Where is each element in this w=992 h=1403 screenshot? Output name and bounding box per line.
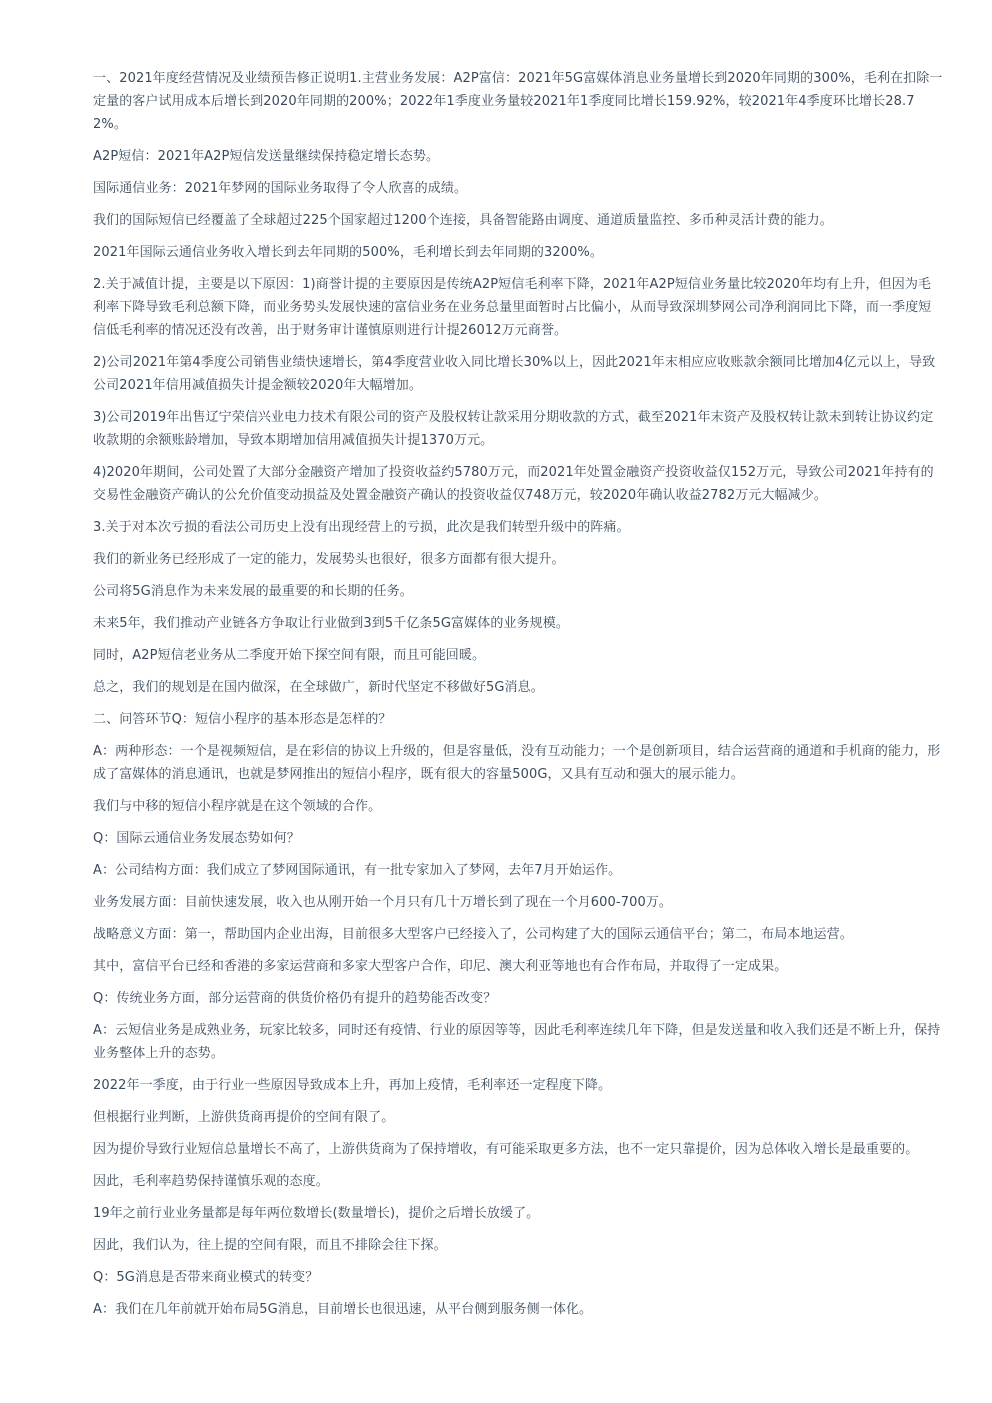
paragraph: Q：传统业务方面，部分运营商的供货价格仍有提升的趋势能否改变？ (93, 991, 497, 1006)
paragraph: 4)2020年期间，公司处置了大部分金融资产增加了投资收益约5780万元，而2021年处置金融资产投资收益仅152万元，导致公司2021年持有的交易性金融资产确认的公允价值变动损益及处置金融资产确认的投资收益仅748万元，较2020年确认收益2782万元大幅减少。 (93, 465, 934, 503)
paragraph: 因此，我们认为，往上提的空间有限，而且不排除会往下探。 (93, 1238, 447, 1253)
paragraph: 2021年国际云通信业务收入增长到去年同期的500%，毛利增长到去年同期的3200%。 (93, 245, 603, 260)
paragraph: Q：国际云通信业务发展态势如何？ (93, 831, 300, 846)
paragraph: 同时，A2P短信老业务从二季度开始下探空间有限，而且可能回暖。 (93, 648, 486, 663)
paragraph: 2)公司2021年第4季度公司销售业绩快速增长，第4季度营业收入同比增长30%以上，因此2021年末相应应收账款余额同比增加4亿元以上，导致公司2021年信用减值损失计提金额较2020年大幅增加。 (93, 355, 936, 393)
paragraph: 战略意义方面：第一，帮助国内企业出海，目前很多大型客户已经接入了，公司构建了大的国际云通信平台；第二，布局本地运营。 (93, 927, 853, 942)
paragraph: A2P短信：2021年A2P短信发送量继续保持稳定增长态势。 (93, 149, 440, 164)
paragraph: 公司将5G消息作为未来发展的最重要的和长期的任务。 (93, 584, 413, 599)
paragraph: 我们的国际短信已经覆盖了全球超过225个国家超过1200个连接，具备智能路由调度、通道质量监控、多币种灵活计费的能力。 (93, 213, 833, 228)
paragraph: Q：5G消息是否带来商业模式的转变？ (93, 1270, 319, 1285)
paragraph: 其中，富信平台已经和香港的多家运营商和多家大型客户合作，印尼、澳大利亚等地也有合作布局，并取得了一定成果。 (93, 959, 788, 974)
paragraph: 一、2021年度经营情况及业绩预告修正说明1.主营业务发展：A2P富信：2021年5G富媒体消息业务量增长到2020年同期的300%，毛利在扣除一定量的客户试用成本后增长到2020年同期的200%；2022年1季度业务量较2021年1季度同比增长159.92%，较2021年4季度环比增长28.72%。 (93, 71, 943, 132)
paragraph: 我们与中移的短信小程序就是在这个领域的合作。 (93, 799, 382, 814)
paragraph: 2.关于减值计提，主要是以下原因：1)商誉计提的主要原因是传统A2P短信毛利率下降，2021年A2P短信业务量比较2020年均有上升，但因为毛利率下降导致毛利总额下降，而业务势头发展快速的富信业务在业务总量里面暂时占比偏小，从而导致深圳梦网公司净利润同比下降，而一季度短信低毛利率的情况还没有改善，出于财务审计谨慎原则进行计提26012万元商誉。 (93, 277, 932, 338)
paragraph: A：云短信业务是成熟业务，玩家比较多，同时还有疫情、行业的原因等等，因此毛利率连续几年下降，但是发送量和收入我们还是不断上升，保持业务整体上升的态势。 (93, 1023, 941, 1061)
paragraph: 国际通信业务：2021年梦网的国际业务取得了令人欣喜的成绩。 (93, 181, 468, 196)
paragraph: 但根据行业判断，上游供货商再提价的空间有限了。 (93, 1110, 395, 1125)
paragraph: 我们的新业务已经形成了一定的能力，发展势头也很好，很多方面都有很大提升。 (93, 552, 565, 567)
paragraph: 19年之前行业业务量都是每年两位数增长(数量增长)，提价之后增长放缓了。 (93, 1206, 540, 1221)
paragraph: 3.关于对本次亏损的看法公司历史上没有出现经营上的亏损，此次是我们转型升级中的阵痛。 (93, 520, 630, 535)
paragraph: 2022年一季度，由于行业一些原因导致成本上升，再加上疫情，毛利率还一定程度下降。 (93, 1078, 612, 1093)
paragraph: 业务发展方面：目前快速发展，收入也从刚开始一个月只有几十万增长到了现在一个月600-700万。 (93, 895, 673, 910)
paragraph: 未来5年，我们推动产业链各方争取让行业做到3到5千亿条5G富媒体的业务规模。 (93, 616, 569, 631)
paragraph: A：两种形态：一个是视频短信，是在彩信的协议上升级的，但是容量低，没有互动能力；一个是创新项目，结合运营商的通道和手机商的能力，形成了富媒体的消息通讯，也就是梦网推出的短信小程序，既有很大的容量500G，又具有互动和强大的展示能力。 (93, 744, 941, 782)
paragraph: 3)公司2019年出售辽宁荣信兴业电力技术有限公司的资产及股权转让款采用分期收款的方式，截至2021年末资产及股权转让款未到转让协议约定收款期的余额账龄增加，导致本期增加信用减值损失计提1370万元。 (93, 410, 934, 448)
paragraph: A：公司结构方面：我们成立了梦网国际通讯，有一批专家加入了梦网，去年7月开始运作。 (93, 863, 622, 878)
paragraph: A：我们在几年前就开始布局5G消息，目前增长也很迅速，从平台侧到服务侧一体化。 (93, 1302, 593, 1317)
paragraph: 二、问答环节Q：短信小程序的基本形态是怎样的？ (93, 712, 392, 727)
paragraph: 因此，毛利率趋势保持谨慎乐观的态度。 (93, 1174, 329, 1189)
paragraph: 总之，我们的规划是在国内做深，在全球做广，新时代坚定不移做好5G消息。 (93, 680, 544, 695)
paragraph: 因为提价导致行业短信总量增长不高了，上游供货商为了保持增收，有可能采取更多方法，也不一定只靠提价，因为总体收入增长是最重要的。 (93, 1142, 919, 1157)
